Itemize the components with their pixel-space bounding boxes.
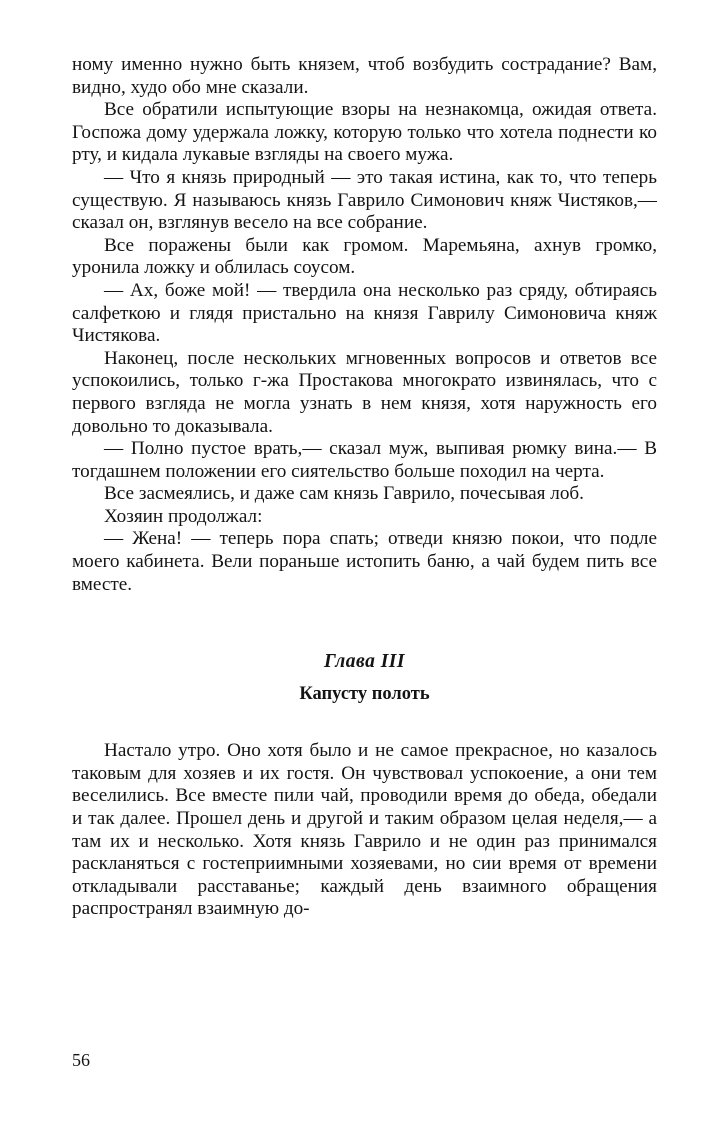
paragraph: Все поражены были как громом. Маремьяна, ахнув громко, уронила ложку и облилась соусом.	[72, 234, 657, 279]
paragraph-dialogue: — Полно пустое врать,— сказал муж, выпивая рюмку вина.— В тогдашнем положении его сиятельство больше походил на черта.	[72, 438, 657, 482]
chapter-heading: Глава III	[324, 651, 405, 673]
paragraph-dialogue: — Что я князь природный — это такая истина, как то, что теперь существую. Я называюсь князь Гаврило Симонович княж Чистяков,— сказал он, взглянув весело на все собрание.	[72, 166, 657, 234]
paragraph-continuation: ному именно нужно быть князем, чтоб возбудить сострадание? Вам, видно, худо обо мне сказали.	[72, 54, 657, 98]
paragraph-dialogue: — Жена! — теперь пора спать; отведи князю покои, что подле моего кабинета. Вели пораньше истопить баню, а чай будем пить все вместе.	[72, 528, 657, 595]
paragraph: Все обратили испытующие взоры на незнакомца, ожидая ответа. Госпожа дому удержала ложку, которую только что хотела поднести ко рту, и кидала лукавые взгляды на своего мужа.	[72, 99, 657, 166]
paragraph: Настало утро. Оно хотя было и не самое прекрасное, но казалось таковым для хозяев и их гостя. Он чувствовал успокоение, а они тем веселились. Все вместе пили чай, проводили время до обеда, обедали и так далее. Прошел день и другой и таким образом целая неделя,— а там их и несколько. Хотя князь Гаврило и не один раз принимался раскланяться с гостеприимными хозяевами, но сии время от времени откладывали расставанье; каждый день взаимного обращения распространял взаимную до-	[72, 740, 657, 920]
paragraph: Наконец, после нескольких мгновенных вопросов и ответов все успокоились, только г-жа Простакова многократо извинялась, что с первого взгляда не могла узнать в нем князя, хотя наружность его довольно то доказывала.	[72, 347, 657, 437]
paragraph-dialogue: — Ах, боже мой! — твердила она несколько раз сряду, обтираясь салфеткою и глядя пристально на князя Гаврилу Симоновича княж Чистякова.	[72, 279, 657, 347]
page-number: 56	[72, 1050, 90, 1070]
paragraph: Хозяин продолжал:	[104, 505, 263, 527]
paragraph: Все засмеялись, и даже сам князь Гаврило, почесывая лоб.	[104, 483, 584, 505]
heading-spacer	[72, 706, 657, 740]
chapter-subtitle: Капусту полоть	[299, 684, 430, 705]
page-body	[72, 54, 657, 921]
